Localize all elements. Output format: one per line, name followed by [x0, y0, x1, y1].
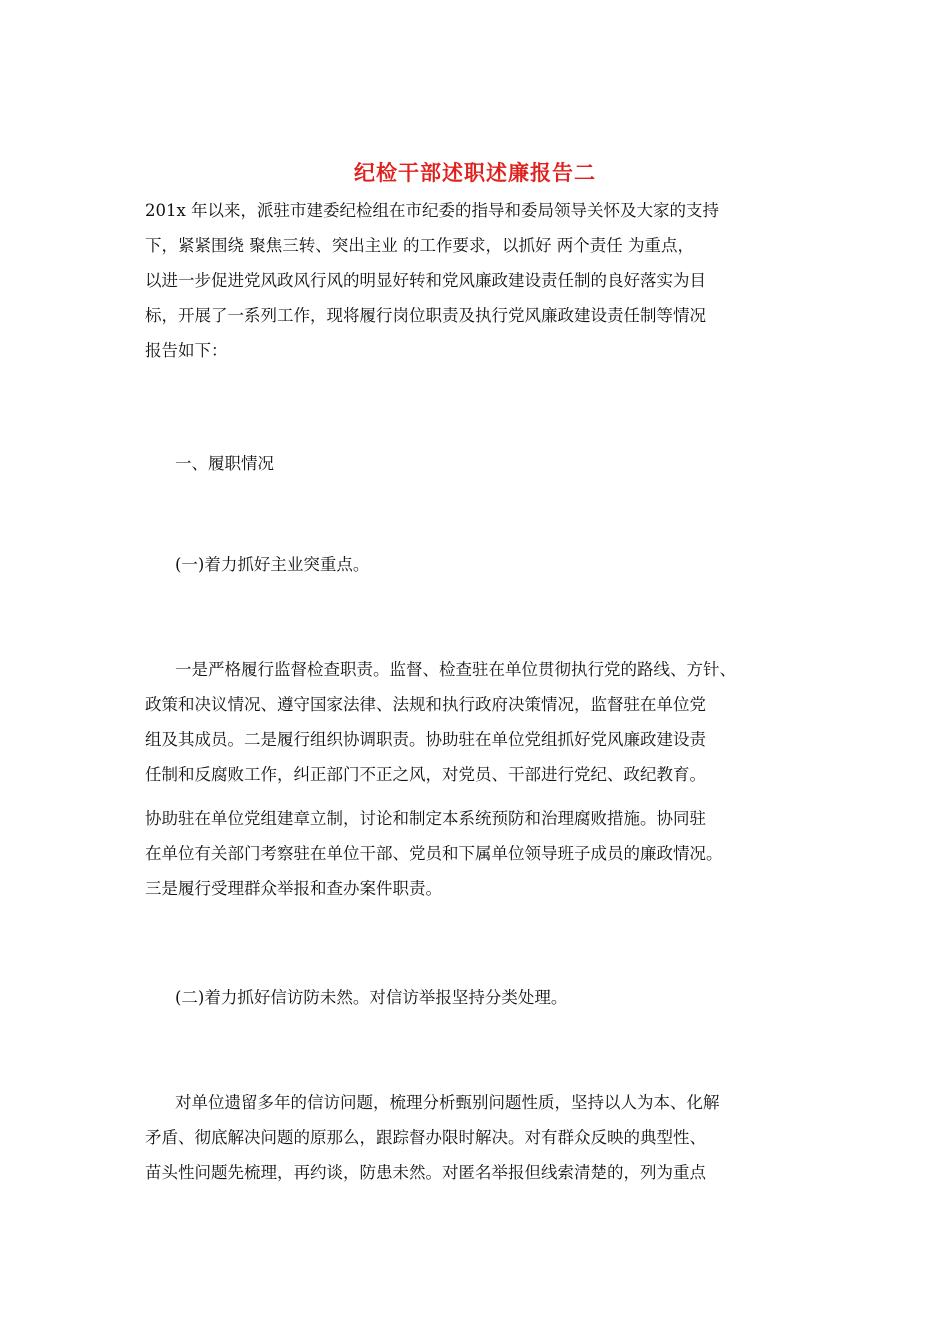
intro-line: 201x 年以来，派驻市建委纪检组在市纪委的指导和委局领导关怀及大家的支持 — [145, 201, 720, 220]
paragraph-line: 一是严格履行监督检查职责。监督、检查驻在单位贯彻执行党的路线、方针、 — [175, 660, 736, 679]
paragraph-line: 协助驻在单位党组建章立制，讨论和制定本系统预防和治理腐败措施。协同驻 — [145, 809, 706, 828]
paragraph-line: 政策和决议情况、遵守国家法律、法规和执行政府决策情况，监督驻在单位党 — [145, 695, 706, 714]
intro-line: 以进一步促进党风政风行风的明显好转和党风廉政建设责任制的良好落实为目 — [145, 271, 706, 290]
paragraph-line: 组及其成员。二是履行组织协调职责。协助驻在单位党组抓好党风廉政建设责 — [145, 730, 706, 749]
document-title: 纪检干部述职述廉报告二 — [354, 160, 596, 185]
paragraph-line: 对单位遗留多年的信访问题，梳理分析甄别问题性质，坚持以人为本、化解 — [175, 1093, 720, 1112]
paragraph-line: 任制和反腐败工作，纠正部门不正之风，对党员、干部进行党纪、政纪教育。 — [145, 765, 706, 784]
paragraph-line: 在单位有关部门考察驻在单位干部、党员和下属单位领导班子成员的廉政情况。 — [145, 844, 723, 863]
paragraph-line: 三是履行受理群众举报和查办案件职责。 — [145, 879, 442, 898]
paragraph-line: 矛盾、彻底解决问题的原那么，跟踪督办限时解决。对有群众反映的典型性、 — [145, 1128, 706, 1147]
subsection-heading: (一)着力抓好主业突重点。 — [175, 555, 370, 574]
intro-line: 下，紧紧围绕 聚焦三转、突出主业 的工作要求，以抓好 两个责任 为重点， — [145, 236, 694, 255]
intro-line: 标，开展了一系列工作，现将履行岗位职责及执行党风廉政建设责任制等情况 — [145, 306, 706, 325]
section-heading: 一、履职情况 — [175, 454, 274, 473]
subsection-heading: (二)着力抓好信访防未然。对信访举报坚持分类处理。 — [175, 988, 568, 1007]
intro-line: 报告如下： — [145, 341, 228, 360]
paragraph-line: 苗头性问题先梳理，再约谈，防患未然。对匿名举报但线索清楚的，列为重点 — [145, 1163, 706, 1182]
